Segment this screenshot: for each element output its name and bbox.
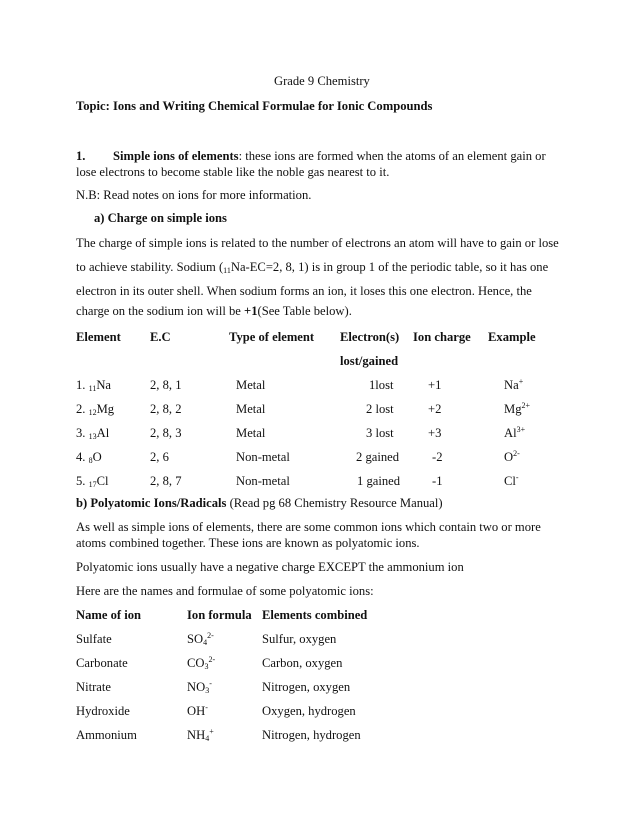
atomic-number: 11 xyxy=(88,384,97,393)
atomic-number: 12 xyxy=(88,408,97,417)
polyatomic-para3: Here are the names and formulae of some polyatomic ions: xyxy=(76,584,374,598)
lost-gained-cell: 2 lost xyxy=(366,402,394,416)
element-cell xyxy=(76,474,109,489)
atomic-number: 11 xyxy=(223,266,231,275)
element-symbol: Cl xyxy=(96,474,109,488)
section1-line1 xyxy=(113,149,546,164)
formula-base: NO xyxy=(187,680,206,694)
row-number: 2. xyxy=(76,402,86,416)
formula-superscript: - xyxy=(209,679,212,688)
element-symbol: Na xyxy=(96,378,111,392)
polyatomic-heading-line xyxy=(76,496,443,511)
table1-header-ion-charge: Ion charge xyxy=(413,330,471,344)
charge-paragraph-line1: The charge of simple ions is related to the number of electrons an atom will have to gain or lose xyxy=(76,236,559,250)
polyatomic-para1-line1: As well as simple ions of elements, there are some common ions which contain two or more xyxy=(76,520,541,534)
ec-cell: 2, 8, 2 xyxy=(150,402,182,416)
ec-cell: 2, 8, 1 xyxy=(150,378,182,392)
element-cell xyxy=(76,450,102,465)
para-line2-part-b: Na-EC=2, 8, 1) is in group 1 of the periodic table, so it has one xyxy=(230,260,549,274)
ion-charge-cell: -2 xyxy=(432,450,443,464)
row-number: 4. xyxy=(76,450,86,464)
lost-gained-cell: 1lost xyxy=(369,378,394,392)
section1-text-1: : these ions are formed when the atoms of an element gain or xyxy=(238,149,546,163)
elements-combined-cell: Carbon, oxygen xyxy=(262,656,343,670)
table2-header-formula: Ion formula xyxy=(187,608,252,622)
ion-formula-cell xyxy=(187,704,208,719)
ion-name-cell: Carbonate xyxy=(76,656,128,670)
formula-base: NH xyxy=(187,728,206,742)
charge-paragraph-line2 xyxy=(76,260,548,275)
table1-header-ec: E.C xyxy=(150,330,171,344)
elements-combined-cell: Oxygen, hydrogen xyxy=(262,704,356,718)
table1-header-lost-gained: lost/gained xyxy=(340,354,399,368)
charge-value: +1 xyxy=(244,304,258,318)
table1-header-electrons: Electron(s) xyxy=(340,330,400,344)
subheading-charge-simple-ions: a) Charge on simple ions xyxy=(94,211,227,225)
row-number: 3. xyxy=(76,426,86,440)
example-cell xyxy=(504,378,523,393)
section1-number: 1. xyxy=(76,149,86,163)
element-symbol: Mg xyxy=(96,402,115,416)
elements-combined-cell: Sulfur, oxygen xyxy=(262,632,337,646)
ion-charge-cell: -1 xyxy=(432,474,443,488)
ion-superscript: 3+ xyxy=(516,425,526,434)
element-cell xyxy=(76,378,111,393)
polyatomic-heading-note: (Read pg 68 Chemistry Resource Manual) xyxy=(226,496,443,510)
element-symbol: Al xyxy=(96,426,110,440)
type-cell: Non-metal xyxy=(236,474,290,488)
formula-base: SO xyxy=(187,632,204,646)
element-cell xyxy=(76,402,114,417)
document-grade-title: Grade 9 Chemistry xyxy=(274,74,370,88)
lost-gained-cell: 3 lost xyxy=(366,426,394,440)
element-symbol: O xyxy=(92,450,102,464)
example-cell xyxy=(504,450,520,465)
ion-formula-cell xyxy=(187,656,215,671)
para-line2-part-a: to achieve stability. Sodium ( xyxy=(76,260,224,274)
ec-cell: 2, 6 xyxy=(150,450,169,464)
lost-gained-cell: 1 gained xyxy=(357,474,401,488)
element-cell xyxy=(76,426,109,441)
type-cell: Metal xyxy=(236,402,266,416)
polyatomic-para1-line2: atoms combined together. These ions are known as polyatomic ions. xyxy=(76,536,420,550)
atomic-number: 17 xyxy=(88,480,97,489)
section1-heading: Simple ions of elements xyxy=(113,149,239,163)
formula-superscript: 2- xyxy=(207,631,214,640)
table1-header-element: Element xyxy=(76,330,121,344)
para-line4-part-a: charge on the sodium ion will be xyxy=(76,304,245,318)
type-cell: Non-metal xyxy=(236,450,290,464)
formula-superscript: + xyxy=(209,727,214,736)
charge-paragraph-line4 xyxy=(76,304,352,319)
type-cell: Metal xyxy=(236,426,266,440)
lost-gained-cell: 2 gained xyxy=(356,450,400,464)
row-number: 5. xyxy=(76,474,86,488)
ion-symbol: Na xyxy=(504,378,519,392)
table2-header-elements: Elements combined xyxy=(262,608,368,622)
polyatomic-para2: Polyatomic ions usually have a negative charge EXCEPT the ammonium ion xyxy=(76,560,464,574)
ec-cell: 2, 8, 7 xyxy=(150,474,182,488)
formula-subscript: 3 xyxy=(204,662,209,671)
ion-formula-cell xyxy=(187,632,214,647)
ec-cell: 2, 8, 3 xyxy=(150,426,182,440)
ion-superscript: 2+ xyxy=(521,401,531,410)
example-cell xyxy=(504,426,525,441)
formula-subscript: 3 xyxy=(205,686,210,695)
section1-text-2: lose electrons to become stable like the noble gas nearest to it. xyxy=(76,165,390,179)
type-cell: Metal xyxy=(236,378,266,392)
ion-superscript: - xyxy=(515,473,519,482)
table1-header-type: Type of element xyxy=(229,330,315,344)
ion-name-cell: Ammonium xyxy=(76,728,137,742)
elements-combined-cell: Nitrogen, oxygen xyxy=(262,680,351,694)
nb-note: N.B: Read notes on ions for more information. xyxy=(76,188,312,202)
ion-charge-cell: +3 xyxy=(428,426,442,440)
table2-header-name: Name of ion xyxy=(76,608,142,622)
ion-formula-cell xyxy=(187,680,212,695)
atomic-number: 13 xyxy=(88,432,97,441)
para-line4-part-b: (See Table below). xyxy=(257,304,352,318)
formula-superscript: 2- xyxy=(208,655,216,664)
formula-subscript: 4 xyxy=(205,734,210,743)
formula-superscript: - xyxy=(205,703,208,712)
elements-combined-cell: Nitrogen, hydrogen xyxy=(262,728,361,742)
formula-base: OH xyxy=(187,704,206,718)
ion-name-cell: Hydroxide xyxy=(76,704,130,718)
formula-base: CO xyxy=(187,656,205,670)
ion-name-cell: Sulfate xyxy=(76,632,112,646)
ion-symbol: Mg xyxy=(504,402,522,416)
ion-superscript: 2- xyxy=(513,449,520,458)
ion-charge-cell: +1 xyxy=(428,378,442,392)
polyatomic-heading: b) Polyatomic Ions/Radicals xyxy=(76,496,227,510)
ion-charge-cell: +2 xyxy=(428,402,442,416)
example-cell xyxy=(504,474,519,489)
formula-subscript: 4 xyxy=(203,638,208,647)
example-cell xyxy=(504,402,530,417)
topic-heading: Topic: Ions and Writing Chemical Formulae for Ionic Compounds xyxy=(76,99,433,113)
table1-header-example: Example xyxy=(488,330,536,344)
charge-paragraph-line3: electron in its outer shell. When sodium forms an ion, it loses this one electron. Hence, the xyxy=(76,284,532,298)
atomic-number: 8 xyxy=(88,456,93,465)
ion-formula-cell xyxy=(187,728,214,743)
ion-symbol: Cl xyxy=(504,474,516,488)
ion-symbol: O xyxy=(504,450,514,464)
ion-name-cell: Nitrate xyxy=(76,680,111,694)
ion-symbol: Al xyxy=(504,426,517,440)
ion-superscript: + xyxy=(518,377,524,386)
row-number: 1. xyxy=(76,378,86,392)
